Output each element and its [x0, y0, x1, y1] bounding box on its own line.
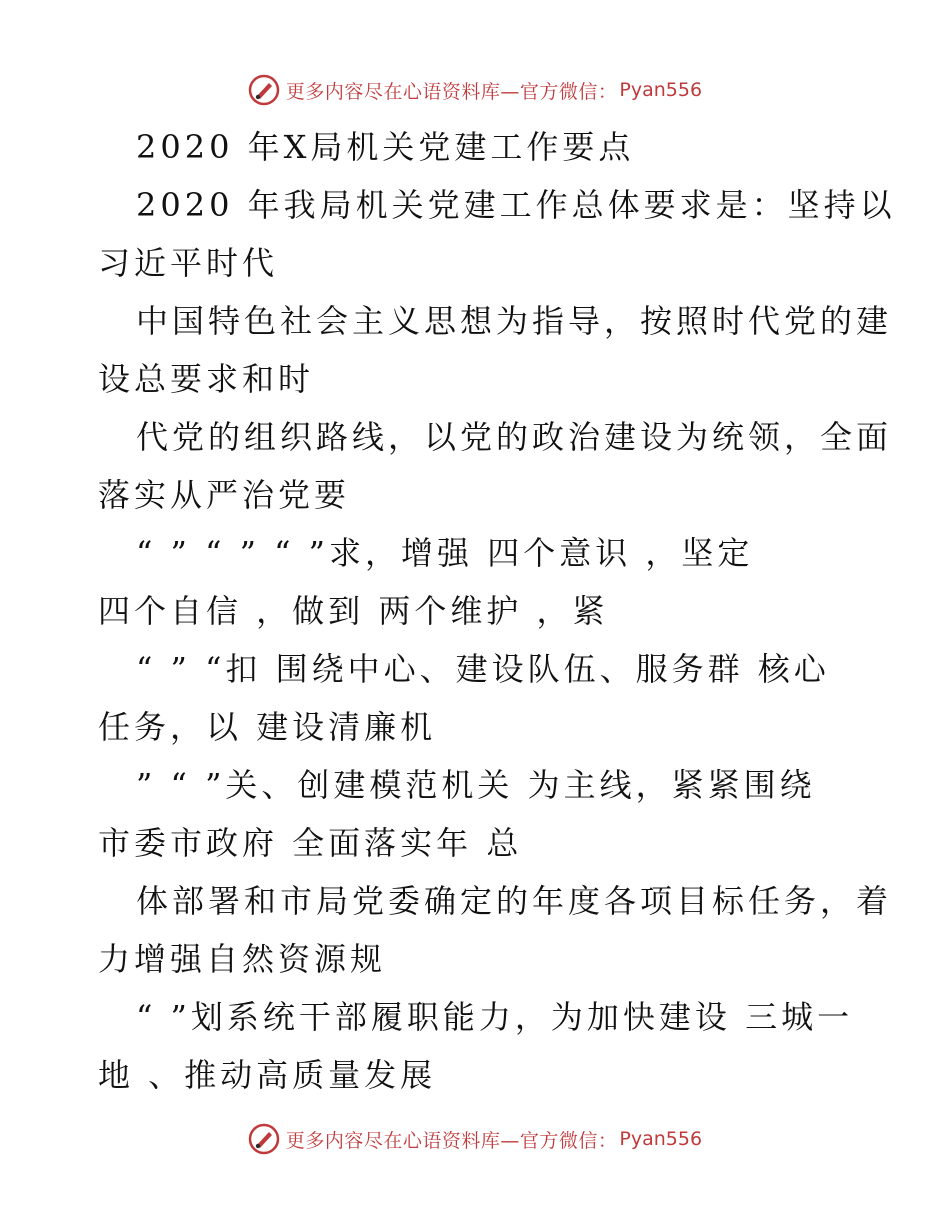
document-body — [98, 118, 896, 1104]
paragraph-line: 2020 年我局机关党建工作总体要求是：坚持以 — [136, 186, 896, 224]
header-watermark — [0, 68, 950, 112]
paragraph-line: 落实从严治党要 — [98, 476, 351, 514]
paragraph-line: 四个自信 ，做到 两个维护 ，紧 — [98, 592, 609, 630]
paragraph-line: ” “ ”关、创建模范机关 为主线，紧紧围绕 — [136, 766, 816, 804]
paragraph-line: “ ”划系统干部履职能力，为加快建设 三城一 — [136, 998, 854, 1036]
paragraph-line: 代党的组织路线，以党的政治建设为统领，全面 — [136, 418, 893, 456]
document-title: 2020 年X局机关党建工作要点 — [136, 128, 635, 166]
paragraph-line: 设总要求和时 — [98, 360, 315, 398]
watermark-contact: Pyan556 — [619, 79, 703, 101]
footer-watermark — [0, 1117, 950, 1161]
watermark-text: 更多内容尽在心语资料库—官方微信： — [285, 80, 618, 103]
watermark-logo-icon — [248, 1123, 280, 1155]
watermark-contact: Pyan556 — [619, 1128, 703, 1150]
watermark-logo-icon — [248, 74, 280, 106]
paragraph-line: “ ” “ ” “ ”求，增强 四个意识 ，坚定 — [136, 534, 754, 572]
paragraph-line: “ ” “扣 围绕中心、建设队伍、服务群 核心 — [136, 650, 830, 688]
paragraph-line: 中国特色社会主义思想为指导，按照时代党的建 — [136, 302, 893, 340]
paragraph-line: 任务，以 建设清廉机 — [98, 708, 437, 746]
paragraph-line: 力增强自然资源规 — [98, 940, 387, 978]
watermark-text: 更多内容尽在心语资料库—官方微信： — [285, 1129, 618, 1152]
paragraph-line: 体部署和市局党委确定的年度各项目标任务，着 — [136, 882, 893, 920]
paragraph-line: 习近平时代 — [98, 244, 279, 282]
paragraph-line: 市委市政府 全面落实年 总 — [98, 824, 523, 862]
paragraph-line: 地 、推动高质量发展 — [98, 1056, 437, 1094]
